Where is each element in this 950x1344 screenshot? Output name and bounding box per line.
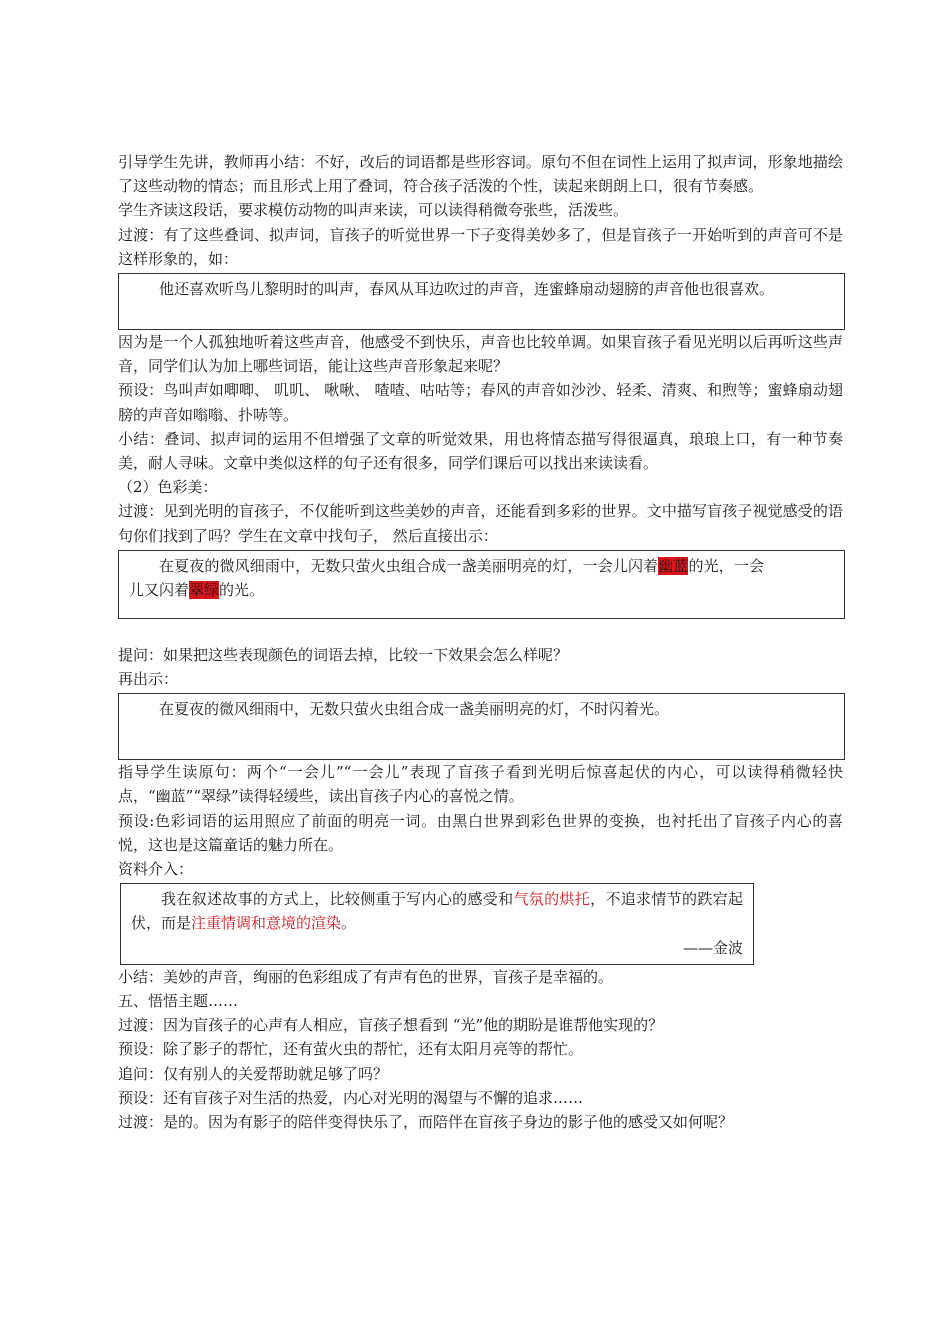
quote-box-jinbo [120,883,754,965]
paragraph-read-aloud: 学生齐读这段话，要求模仿动物的叫声来读，可以读得稍微夸张些，活泼些。 [118,201,629,220]
paragraph-transition-4: 过渡：是的。因为有影子的陪伴变得快乐了，而陪伴在盲孩子身边的影子他的感受又如何呢？ [118,1113,734,1132]
paragraph-preset-4: 预设：还有盲孩子对生活的热爱，内心对光明的渴望与不懈的追求…… [118,1088,584,1107]
section-color-beauty: （2）色彩美： [118,478,218,497]
section-theme: 五、悟悟主题…… [118,992,239,1011]
paragraph-material: 资料介入： [118,860,194,879]
document-page [118,150,843,1134]
paragraph-summary-1: 引导学生先讲，教师再小结：不好，改后的词语都是些形容词。原句不但在词性上运用了拟声词，形象地描绘了这些动物的情态；而且形式上用了叠词，符合孩子活泼的个性，读起来朗朗上口，很有节奏感。 [118,153,843,196]
paragraph-summary-3: 小结：美妙的声音，绚丽的色彩组成了有声有色的世界，盲孩子是幸福的。 [118,967,614,986]
highlight-cuilv: 翠绿 [189,581,220,600]
paragraph-lonely: 因为是一个人孤独地听着这些声音，他感受不到快乐，声音也比较单调。如果盲孩子看见光明以后再听这些声音，同学们认为加上哪些词语，能让这些声音形象起来呢？ [118,333,843,376]
paragraph-preset-1: 预设：鸟叫声如唧唧、 叽叽、 啾啾、 喳喳、咕咕等；春风的声音如沙沙、轻柔、清爽、和煦等；蜜蜂扇动翅膀的声音如嗡嗡、扑哧等。 [118,381,843,424]
paragraph-follow-up: 追问：仅有别人的关爱帮助就足够了吗？ [118,1064,389,1083]
blank-line [118,619,843,643]
quote-colors-text [129,554,834,602]
quote-plain-text: 在夏夜的微风细雨中，无数只萤火虫组合成一盏美丽明亮的灯，不时闪着光。 [159,700,670,719]
quote-colors-part-a: 在夏夜的微风细雨中，无数只萤火虫组合成一盏美丽明亮的灯，一会儿闪着 [159,556,659,575]
paragraph-preset-3: 预设：除了影子的帮忙，还有萤火虫的帮忙，还有太阳月亮等的帮忙。 [118,1040,584,1059]
paragraph-guide-reading: 指导学生读原句：两个“一会儿”“一会儿”表现了盲孩子看到光明后惊喜起伏的内心，可以读得稍微轻快点，“幽蓝”“翠绿”读得轻缓些，读出盲孩子内心的喜悦之情。 [118,763,843,806]
paragraph-summary-2: 小结：叠词、拟声词的运用不但增强了文章的听觉效果，用也将情态描写得很逼真，琅琅上口，有一种节奏美，耐人寻味。文章中类似这样的句子还有很多，同学们课后可以找出来读读看。 [118,429,843,473]
quote-box-colors [118,550,845,619]
emphasis-atmosphere: 气氛的烘托 [513,890,591,909]
paragraph-transition-2: 过渡：见到光明的盲孩子，不仅能听到这些美妙的声音，还能看到多彩的世界。文中描写盲孩子视觉感受的语句你们找到了吗？学生在文章中找句子， 然后直接出示： [118,502,843,545]
quote-box-plain [118,693,845,760]
quote-jinbo-part-c: 。 [341,914,357,933]
paragraph-transition-3: 过渡：因为盲孩子的心声有人相应，盲孩子想看到 “光”他的期盼是谁帮他实现的？ [118,1016,664,1035]
quote-jinbo-text [131,887,743,935]
paragraph-question: 提问：如果把这些表现颜色的词语去掉，比较一下效果会怎么样呢？ [118,645,569,664]
quote-sounds-text: 他还喜欢听鸟儿黎明时的叫声，春风从耳边吹过的声音，连蜜蜂扇动翅膀的声音他也很喜欢。 [159,280,775,299]
emphasis-mood: 注重情调和意境的渲染 [191,914,342,933]
highlight-youlan: 幽蓝 [658,556,689,575]
paragraph-show-again: 再出示： [118,670,179,689]
quote-colors-part-c: 的光。 [219,581,265,600]
quote-jinbo-part-a: 我在叙述故事的方式上，比较侧重于写内心的感受和 [161,890,514,909]
paragraph-preset-2: 预设:色彩词语的运用照应了前面的明亮一词。由黑白世界到彩色世界的变换，也衬托出了盲孩子内心的喜悦，这也是这篇童话的魅力所在。 [118,811,843,854]
quote-colors-part-b: 的光，一会儿又闪着 [129,556,764,600]
paragraph-transition-1: 过渡：有了这些叠词、拟声词，盲孩子的听觉世界一下子变得美妙多了，但是盲孩子一开始听到的声音可不是这样形象的，如： [118,225,843,268]
quote-author: ——金波 [682,938,743,957]
quote-box-sounds [118,273,845,330]
quote-jinbo-part-b: ，不追求情节的跌宕起伏，而是 [131,890,743,933]
